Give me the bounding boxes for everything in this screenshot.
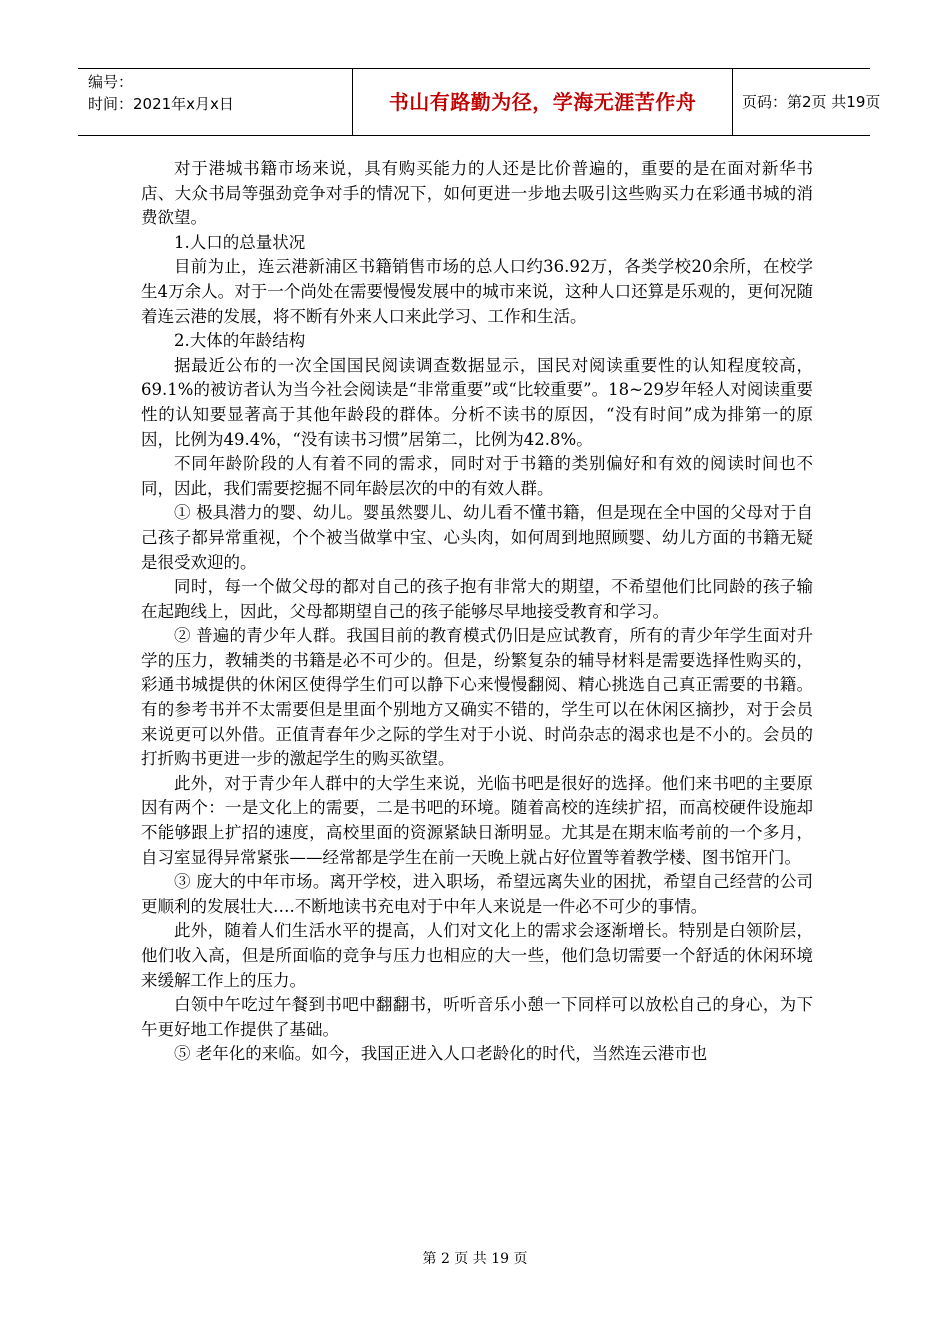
header-motto: 书山有路勤为径，学海无涯苦作舟 bbox=[388, 90, 697, 114]
document-body bbox=[141, 157, 813, 1067]
paragraph: ② 普遍的青少年人群。我国目前的教育模式仍旧是应试教育，所有的青少年学生面对升学的压力，教辅类的书籍是必不可少的。但是，纷繁复杂的辅导材料是需要选择性购买的，彩通书城提供的休闲区使得学生们可以静下心来慢慢翻阅、精心挑选自己真正需要的书籍。有的参考书并不太需要但是里面个别地方又确实不错的，学生可以在休闲区摘抄，对于会员来说更可以外借。正值青春年少之际的学生对于小说、时尚杂志的渴求也是不小的。会员的打折购书更进一步的激起学生的购买欲望。 bbox=[141, 626, 813, 769]
paragraph: 不同年龄阶段的人有着不同的需求，同时对于书籍的类别偏好和有效的阅读时间也不同，因此，我们需要挖掘不同年龄层次的中的有效人群。 bbox=[141, 454, 813, 498]
page-header bbox=[78, 68, 881, 136]
paragraph: 此外，对于青少年人群中的大学生来说，光临书吧是很好的选择。他们来书吧的主要原因有两个：一是文化上的需要，二是书吧的环境。随着高校的连续扩招，而高校硬件设施却不能够跟上扩招的速度，高校里面的资源紧缺日渐明显。尤其是在期末临考前的一个多月，自习室显得异常紧张——经常都是学生在前一天晚上就占好位置等着教学楼、图书馆开门。 bbox=[141, 773, 813, 867]
paragraph: ⑤ 老年化的来临。如今，我国正进入人口老龄化的时代，当然连云港市也 bbox=[174, 1044, 708, 1064]
paragraph: 同时，每一个做父母的都对自己的孩子抱有非常大的期望，不希望他们比同龄的孩子输在起跑线上，因此，父母都期望自己的孩子能够尽早地接受教育和学习。 bbox=[141, 577, 813, 621]
header-page-info: 页码：第2页 共19页 bbox=[742, 93, 881, 111]
header-divider bbox=[732, 69, 733, 135]
paragraph: ③ 庞大的中年市场。离开学校，进入职场，希望远离失业的困扰，希望自己经营的公司更顺利的发展壮大….不断地读书充电对于中年人来说是一件必不可少的事情。 bbox=[141, 872, 813, 916]
paragraph: 白领中午吃过午餐到书吧中翻翻书，听听音乐小憩一下同样可以放松自己的身心，为下午更好地工作提供了基础。 bbox=[141, 995, 813, 1039]
header-meta bbox=[88, 71, 288, 115]
paragraph: 目前为止，连云港新浦区书籍销售市场的总人口约36.92万，各类学校20余所，在校学生4万余人。对于一个尚处在需要慢慢发展中的城市来说，这种人口还算是乐观的，更何况随着连云港的发展，将不断有外来人口来此学习、工作和生活。 bbox=[141, 257, 813, 326]
paragraph: 此外，随着人们生活水平的提高，人们对文化上的需求会逐渐增长。特别是白领阶层，他们收入高，但是所面临的竞争与压力也相应的大一些，他们急切需要一个舒适的休闲环境来缓解工作上的压力。 bbox=[141, 921, 813, 990]
document-number-label: 编号： bbox=[88, 73, 134, 91]
section-heading: 1.人口的总量状况 bbox=[174, 232, 306, 252]
page-footer: 第 2 页 共 19 页 bbox=[422, 1251, 528, 1267]
document-date: 时间：2021年x月x日 bbox=[88, 95, 234, 113]
paragraph: ① 极具潜力的婴、幼儿。婴虽然婴儿、幼儿看不懂书籍，但是现在全中国的父母对于自己孩子都异常重视，个个被当做掌中宝、心头肉，如何周到地照顾婴、幼儿方面的书籍无疑是很受欢迎的。 bbox=[141, 503, 813, 572]
paragraph: 据最近公布的一次全国国民阅读调查数据显示，国民对阅读重要性的认知程度较高，69.1%的被访者认为当今社会阅读是“非常重要”或“比较重要”。18~29岁年轻人对阅读重要性的认知要显著高于其他年龄段的群体。分析不读书的原因，“没有时间”成为排第一的原因，比例为49.4%，“没有读书习惯”居第二，比例为42.8%。 bbox=[141, 355, 813, 449]
section-heading: 2.大体的年龄结构 bbox=[174, 331, 306, 351]
paragraph: 对于港城书籍市场来说，具有购买能力的人还是比价普遍的，重要的是在面对新华书店、大众书局等强劲竞争对手的情况下，如何更进一步地去吸引这些购买力在彩通书城的消费欲望。 bbox=[141, 159, 813, 228]
